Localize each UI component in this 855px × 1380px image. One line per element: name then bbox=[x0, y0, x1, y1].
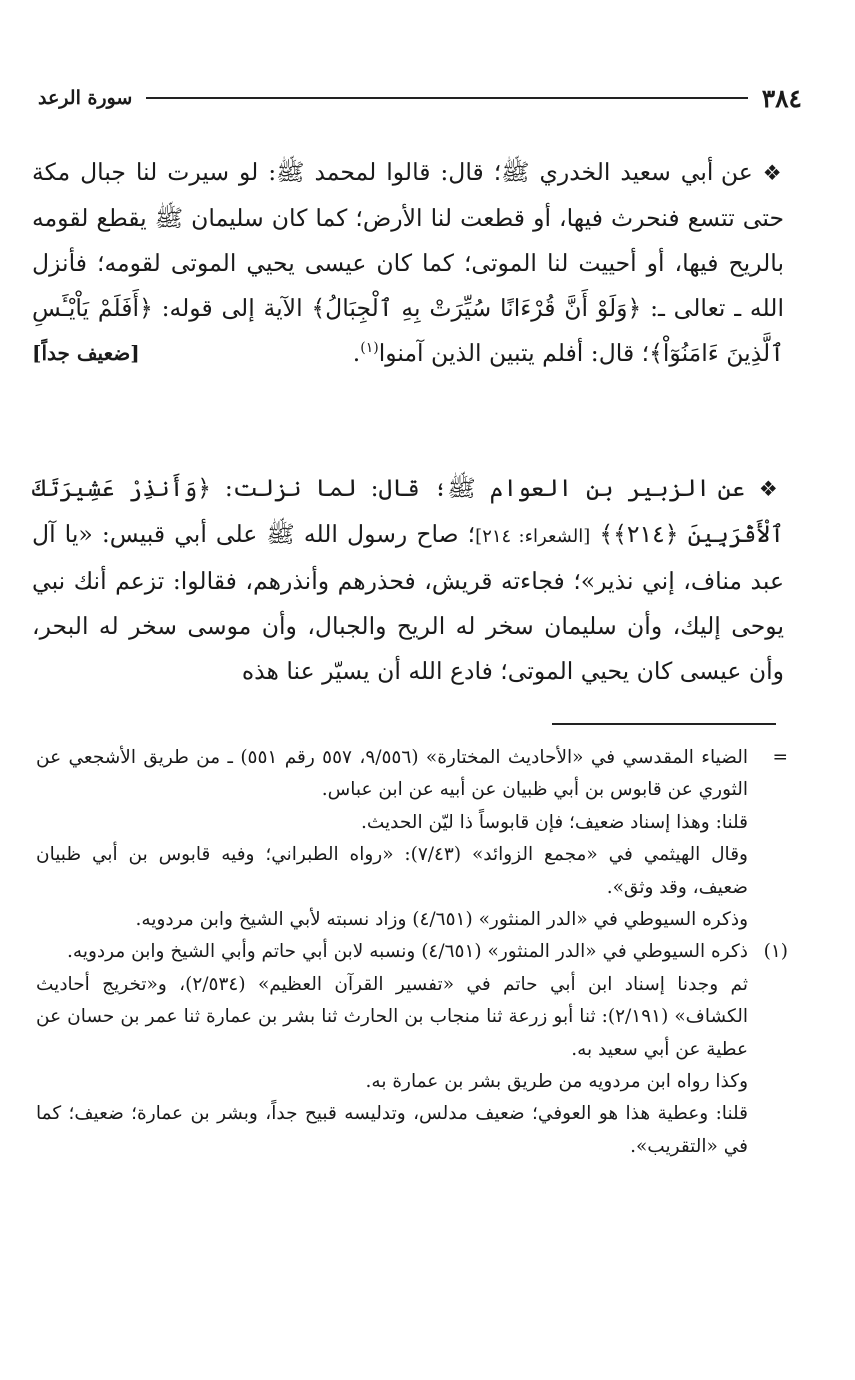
hadith-1-end: . bbox=[352, 339, 361, 367]
header-rule bbox=[146, 97, 747, 99]
footnote-line: الضياء المقدسي في «الأحاديث المختارة» (٩/٥٥٦، ٥٥٧ رقم ٥٥١) ـ من طريق الأشجعي عن الثوري عن قابوس بن أبي ظبيان عن أبيه عن ابن عباس. bbox=[36, 747, 749, 801]
footnote-separator bbox=[552, 723, 776, 725]
footnote-line: وكذا رواه ابن مردويه من طريق بشر بن عمارة به. bbox=[365, 1071, 748, 1093]
page-header bbox=[38, 78, 802, 118]
page-number: ٣٨٤ bbox=[761, 83, 802, 113]
bullet-icon: ❖ bbox=[758, 477, 784, 501]
footnote-mark: = bbox=[772, 747, 788, 768]
footnote-mark: (١) bbox=[763, 941, 788, 963]
footnote-line: ثم وجدنا إسناد ابن أبي حاتم في «تفسير القرآن العظيم» (٢/٥٣٤)، و«تخريج أحاديث الكشاف» (٢/١٩١): ثنا أبو زرعة ثنا منجاب بن الحارث ثنا بشر بن عمارة ثنا عمر بن حسان عن عطية عن أبي سعيد به. bbox=[36, 973, 749, 1060]
footnote-1 bbox=[36, 936, 788, 1163]
hadith-1-text: عن أبي سعيد الخدري ﷺ؛ قال: قالوا لمحمد ﷺ: لو سيرت لنا جبال مكة حتى تتسع فنحرث فيها، أو قطعت لنا الأرض؛ كما كان سليمان ﷺ يقطع لقومه بالريح فيها، أو أحييت لنا الموتى؛ كما كان عيسى يحيي الموتى لقومه؛ فأنزل الله ـ تعالى ـ: ﴿وَلَوْ أَنَّ قُرْءَانًا سُيِّرَتْ بِهِ ٱلْجِبَالُ﴾ الآية إلى قوله: ﴿أَفَلَمْ يَاْيْـَٔسِ ٱلَّذِينَ ءَامَنُوٓاْ﴾؛ قال: أفلم يتبين الذين آمنوا bbox=[32, 158, 784, 367]
footnote-line: وقال الهيثمي في «مجمع الزوائد» (٧/٤٣): «رواه الطبراني؛ وفيه قابوس بن أبي ظبيان ضعيف، وقد وثق». bbox=[36, 844, 748, 898]
surah-title: سورة الرعد bbox=[38, 87, 133, 109]
quran-citation: [الشعراء: ٢١٤] bbox=[475, 526, 591, 547]
footnotes bbox=[36, 742, 788, 1163]
hadith-2-text-a: عن الزبير بن العوام ﷺ؛ قال: لما نزلت: ﴿وَأَنذِرْ عَشِيرَتَكَ ٱلْأَقْرَبِينَ ﴿٢١٤﴾﴾ bbox=[32, 474, 784, 548]
footnote-line: ذكره السيوطي في «الدر المنثور» (٤/٦٥١) ونسبه لابن أبي حاتم وأبي الشيخ وابن مردويه. bbox=[67, 941, 748, 963]
hadith-2-text-b: ؛ صاح رسول الله ﷺ على أبي قبيس: «يا آل عبد مناف، إني نذير»؛ فجاءته قريش، فحذرهم وأنذرهم، فقالوا: تزعم أنك نبي يوحى إليك، وأن سليمان سخر له الريح والجبال، وأن موسى سخر له البحر، وأن عيسى كان يحيي الموتى؛ فادع الله أن يسيّر عنا هذه bbox=[32, 520, 784, 685]
footnote-continued bbox=[36, 742, 788, 936]
footnote-line: قلنا: وعطية هذا هو العوفي؛ ضعيف مدلس، وتدليسه قبيح جداً، وبشر بن عمارة؛ ضعيف؛ كما في «التقريب». bbox=[36, 1103, 748, 1157]
footnote-line: قلنا: وهذا إسناد ضعيف؛ فإن قابوساً ذا ليّن الحديث. bbox=[360, 811, 748, 833]
footnote-line: وذكره السيوطي في «الدر المنثور» (٤/٦٥١) وزاد نسبته لأبي الشيخ وابن مردويه. bbox=[135, 909, 748, 931]
hadith-1 bbox=[32, 150, 784, 376]
footnote-ref: (١) bbox=[360, 340, 379, 357]
hadith-2 bbox=[32, 466, 784, 694]
grade-label: [ضعيف جداً] bbox=[32, 341, 140, 365]
bullet-icon: ❖ bbox=[762, 161, 785, 185]
